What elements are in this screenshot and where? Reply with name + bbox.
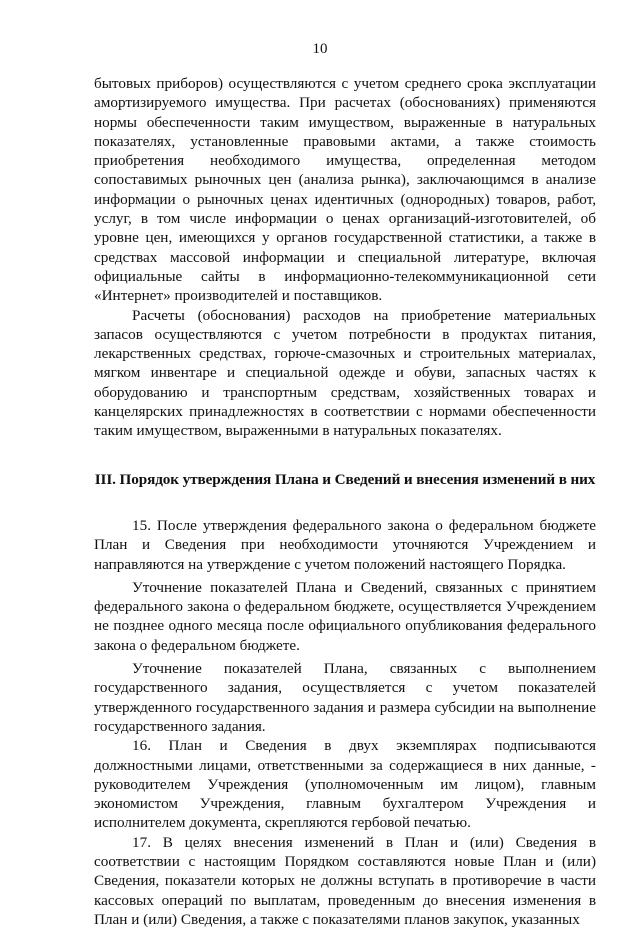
paragraph-plan-refinement: Уточнение показателей Плана и Сведений, связанных с принятием федерального закона о федеральном бюджете, осуществляется Учреждением не позднее одного месяца после официального опубликования федерального закона о федеральном бюджете. [94,578,596,654]
page-number: 10 [312,41,328,57]
paragraph-material-reserves: Расчеты (обоснования) расходов на приобретение материальных запасов осуществляются с учетом потребности в продуктах питания, лекарственных средствах, горюче-смазочных и строительных материалах, мягком инвентаре и специальной одежде и обуви, запасных частях к оборудованию и транспортным средствам, хозяйственных товарах и канцелярских принадлежностях в соответствии с нормами обеспеченности таким имуществом, выраженными в натуральных показателях. [94,306,596,440]
document-body [94,74,596,929]
paragraph-item-17: 17. В целях внесения изменений в План и (или) Сведения в соответствии с настоящим Порядком составляются новые План и (или) Сведения, показатели которых не должны вступать в противоречие в части кассовых операций по выплатам, проведенным до внесения изменения в План и (или) Сведения, а также с показателями планов закупок, указанных [94,833,596,928]
paragraph-item-16: 16. План и Сведения в двух экземплярах подписываются должностными лицами, ответственными за содержащиеся в них данные, - руководителем Учреждения (уполномоченным им лицом), главным экономистом Учреждения, главным бухгалтером Учреждения и исполнителем документа, скрепляются гербовой печатью. [94,737,596,832]
paragraph-state-task-refinement: Уточнение показателей Плана, связанных с выполнением государственного задания, осуществляется с учетом показателей утвержденного государственного задания и размера субсидии на выполнение государственного задания. [94,660,596,735]
section-heading: III. Порядок утверждения Плана и Сведений и внесения изменений в них [94,470,596,488]
paragraph-item-15: 15. После утверждения федерального закона о федеральном бюджете План и Сведения при необходимости уточняются Учреждением и направляются на утверждение с учетом положений настоящего Порядка. [94,516,596,573]
paragraph-continuation: бытовых приборов) осуществляются с учетом среднего срока эксплуатации амортизируемого имущества. При расчетах (обоснованиях) применяются нормы обеспеченности таким имуществом, выраженные в натуральных показателях, установленные правовыми актами, а также стоимость приобретения необходимого имущества, определенная методом сопоставимых рыночных цен (анализа рынка), заключающимся в анализе информации о рыночных ценах идентичных (однородных) товаров, работ, услуг, в том числе информации о ценах организаций-изготовителей, об уровне цен, имеющихся у органов государственной статистики, а также в средствах массовой информации и специальной литературе, включая официальные сайты в информационно-телекоммуникационной сети «Интернет» производителей и поставщиков. [94,75,596,305]
